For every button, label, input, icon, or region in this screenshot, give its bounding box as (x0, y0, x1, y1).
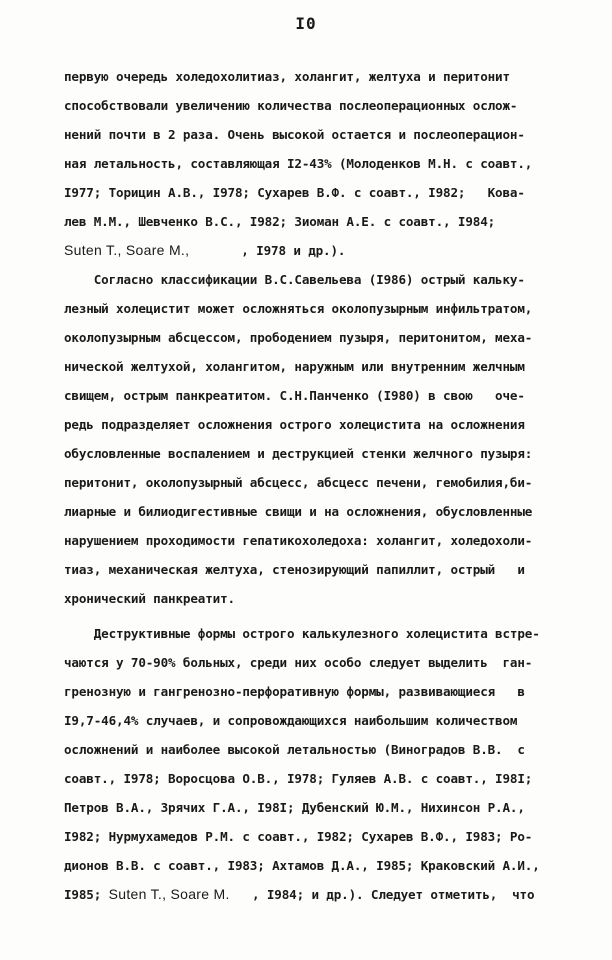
text-line: I982; Нурмухамедов Р.М. с соавт., I982; Сухарев В.Ф., I983; Ро- (64, 829, 533, 844)
text-line: чаются у 70-90% больных, среди них особо следует выделить ган- (64, 655, 533, 670)
text-line (64, 880, 584, 909)
handwritten-citation: Suten T., Soare M., (64, 242, 190, 258)
text-line: гренозную и гангренозно-перфоративную формы, развивающиеся в (64, 684, 525, 699)
text-line: лиарные и билиодигестивные свищи и на осложнения, обусловленные (64, 504, 533, 519)
text-line: редь подразделяет осложнения острого холецистита на осложнения (64, 417, 525, 432)
text-line: I977; Торицин А.В., I978; Сухарев В.Ф. с соавт., I982; Кова- (64, 185, 525, 200)
text-line: перитонит, околопузырный абсцесс, абсцесс печени, гемобилия,би- (64, 475, 533, 490)
text-line: дионов В.В. с соавт., I983; Ахтамов Д.А., I985; Краковский А.И., (64, 858, 540, 873)
text-line: тиаз, механическая желтуха, стенозирующий папиллит, острый и (64, 562, 525, 577)
text-line: соавт., I978; Воросцова О.В., I978; Гуляев А.В. с соавт., I98I; (64, 771, 533, 786)
text-line: I9,7-46,4% случаев, и сопровождающихся наибольшим количеством (64, 713, 518, 728)
text-line: Согласно классификации В.С.Савельева (I986) острый кальку- (64, 272, 525, 287)
text-line: первую очередь холедохолитиаз, холангит, желтуха и перитонит (64, 69, 510, 84)
text-line: способствовали увеличению количества послеоперационных ослож- (64, 98, 518, 113)
page-number: I0 (295, 14, 317, 33)
text-line: ная летальность, составляющая I2-43% (Молоденков М.Н. с соавт., (64, 156, 533, 171)
text-line: нарушением проходимости гепатикохоледоха: холангит, холедохоли- (64, 533, 533, 548)
handwritten-citation: Suten T., Soare M. (108, 886, 230, 902)
text-line: Деструктивные формы острого калькулезного холецистита встре- (64, 626, 540, 641)
text-line: осложнений и наиболее высокой летальностью (Виноградов В.В. с (64, 742, 525, 757)
body-text (64, 62, 584, 909)
text-line: Петров В.А., Зрячих Г.А., I98I; Дубенский Ю.М., Нихинсон Р.А., (64, 800, 525, 815)
text-line: лев М.М., Шевченко В.С., I982; Зиоман А.Е. с соавт., I984; (64, 214, 496, 229)
text-line: нической желтухой, холангитом, наружным или внутренним желчным (64, 359, 525, 374)
text-line: околопузырным абсцессом, прободением пузыря, перитонитом, меха- (64, 330, 533, 345)
typed-text: I985; (64, 887, 109, 902)
typed-text: , I984; и др.). Следует отметить, что (229, 887, 535, 902)
text-line: хронический панкреатит. (64, 591, 235, 606)
text-line: свищем, острым панкреатитом. С.Н.Панченко (I980) в свою оче- (64, 388, 525, 403)
text-line (64, 236, 584, 265)
text-line: лезный холецистит может осложняться околопузырным инфильтратом, (64, 301, 533, 316)
text-line: обусловленные воспалением и деструкцией стенки желчного пузыря: (64, 446, 533, 461)
typed-text: , I978 и др.). (189, 243, 346, 258)
text-line: нений почти в 2 раза. Очень высокой остается и послеоперацион- (64, 127, 525, 142)
